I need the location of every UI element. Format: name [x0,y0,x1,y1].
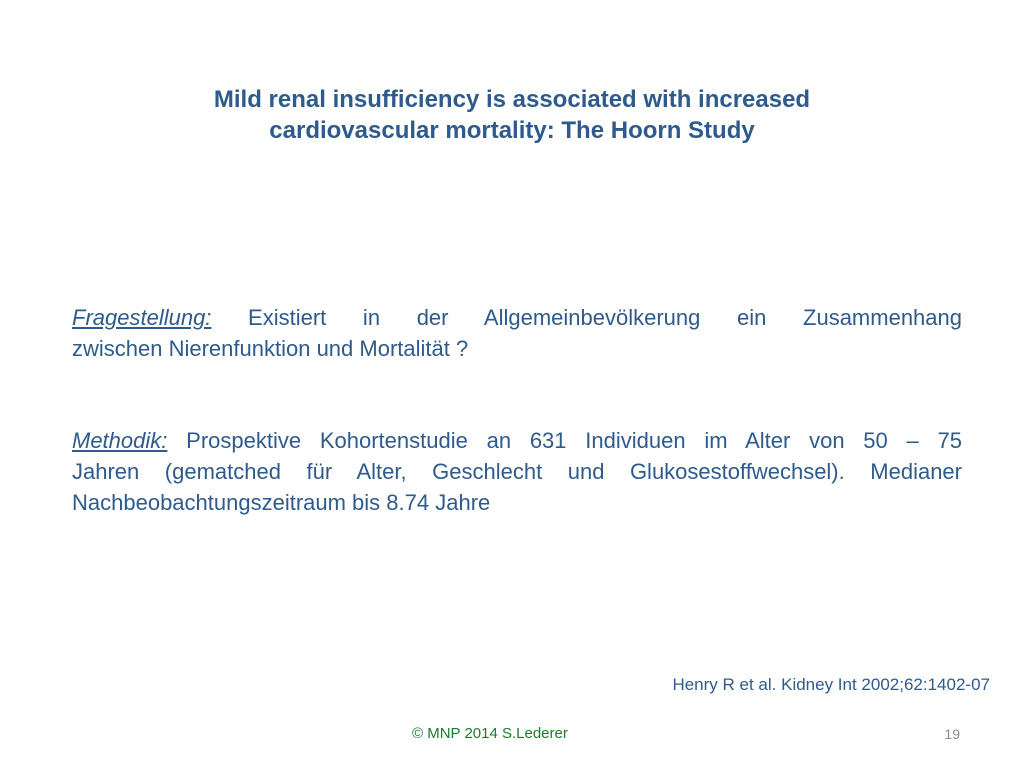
footer-copyright: © MNP 2014 S.Lederer [412,725,568,742]
citation: Henry R et al. Kidney Int 2002;62:1402-07 [672,675,990,694]
fragestellung-line-1 [72,302,962,333]
slide-title [150,84,874,146]
methodik-line-1 [72,425,962,456]
title-line-1: Mild renal insufficiency is associated with increased [213,86,811,113]
methodik-paragraph [72,425,962,518]
fragestellung-label: Fragestellung: [72,305,212,330]
title-line-2: cardiovascular mortality: The Hoorn Study [269,117,755,144]
page-number: 19 [944,726,960,742]
methodik-line-2: Jahren (gematched für Alter, Geschlecht und Glukosestoffwechsel). Medianer [72,459,962,484]
fragestellung-line-1-text: Existiert in der Allgemeinbevölkerung ein Zusammenhang [211,305,962,330]
fragestellung-line-2: zwischen Nierenfunktion und Mortalität ? [72,336,469,361]
fragestellung-paragraph [72,302,962,364]
methodik-label: Methodik: [72,428,168,453]
methodik-line-1-text: Prospektive Kohortenstudie an 631 Individuen im Alter von 50 – 75 [167,428,962,453]
methodik-line-3: Nachbeobachtungszeitraum bis 8.74 Jahre [72,490,491,515]
